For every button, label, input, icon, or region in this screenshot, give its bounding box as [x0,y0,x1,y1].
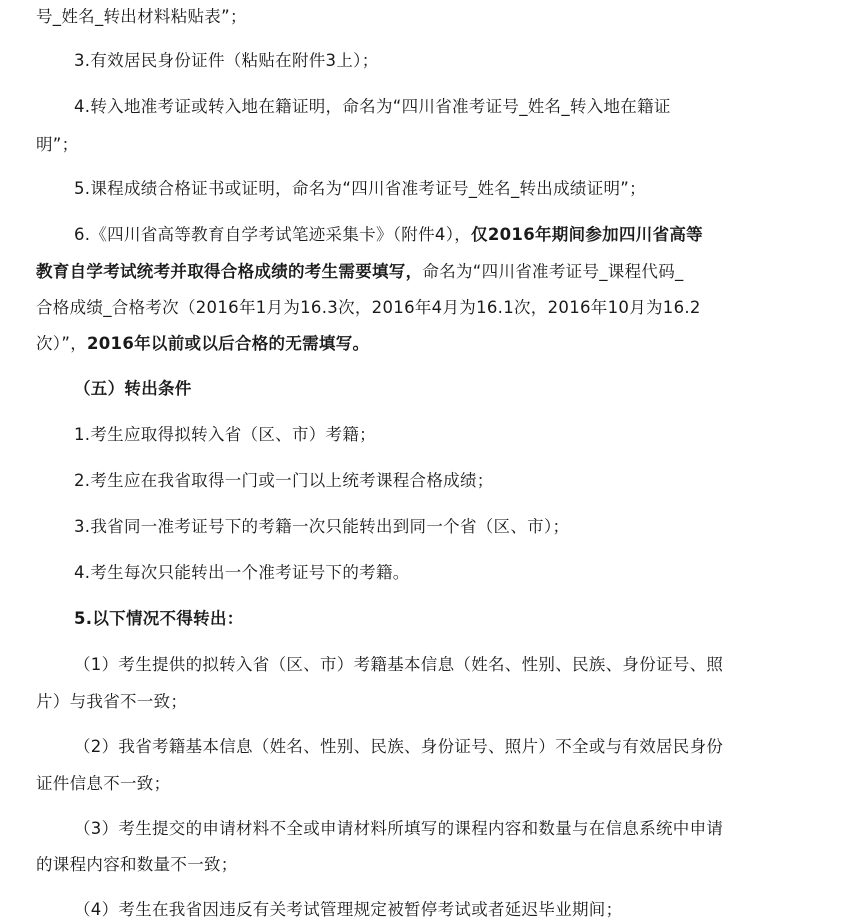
bold-text-run: 2016年以前或以后合格的无需填写。 [87,334,370,353]
text-line [36,260,842,284]
text-run: 次）”， [36,334,87,353]
text-line: 4.考生每次只能转出一个准考证号下的考籍。 [74,563,410,582]
text-line: 合格成绩_合格考次（2016年1月为16.3次，2016年4月为16.1次，2016年10月为16.2 [36,298,701,317]
text-line: 5.课程成绩合格证书或证明，命名为“四川省准考证号_姓名_转出成绩证明”； [74,179,646,198]
text-line: （3）考生提交的申请材料不全或申请材料所填写的课程内容和数量与在信息系统中申请 [74,819,724,838]
text-line [74,223,842,247]
text-line: 1.考生应取得拟转入省（区、市）考籍； [74,425,376,444]
text-line: 4.转入地准考证或转入地在籍证明，命名为“四川省准考证号_姓名_转入地在籍证 [74,97,671,116]
text-run: 命名为“四川省准考证号_课程代码_ [422,262,684,281]
text-line: （2）我省考籍基本信息（姓名、性别、民族、身份证号、照片）不全或与有效居民身份 [74,737,724,756]
subsection-heading: 5.以下情况不得转出： [74,609,244,628]
text-line: 2.考生应在我省取得一门或一门以上统考课程合格成绩； [74,471,494,490]
text-line: 证件信息不一致； [36,774,171,793]
text-line: 号_姓名_转出材料粘贴表”； [36,7,247,26]
text-run: 6.《四川省高等教育自学考试笔迹采集卡》（附件4）， [74,225,472,244]
text-line: 3.我省同一准考证号下的考籍一次只能转出到同一个省（区、市）； [74,517,570,536]
text-line: 明”； [36,135,79,154]
text-line: 的课程内容和数量不一致； [36,855,238,874]
text-line: （4）考生在我省因违反有关考试管理规定被暂停考试或者延迟毕业期间； [74,900,623,919]
bold-text-run: 教育自学考试统考并取得合格成绩的考生需要填写， [36,262,423,281]
text-line: 3.有效居民身份证件（粘贴在附件3上）； [74,51,379,70]
text-line: 片）与我省不一致； [36,692,188,711]
text-line: （1）考生提供的拟转入省（区、市）考籍基本信息（姓名、性别、民族、身份证号、照 [74,655,724,674]
text-line [36,332,842,356]
bold-text-run: 仅2016年期间参加四川省高等 [471,225,703,244]
section-heading: （五）转出条件 [74,379,192,398]
